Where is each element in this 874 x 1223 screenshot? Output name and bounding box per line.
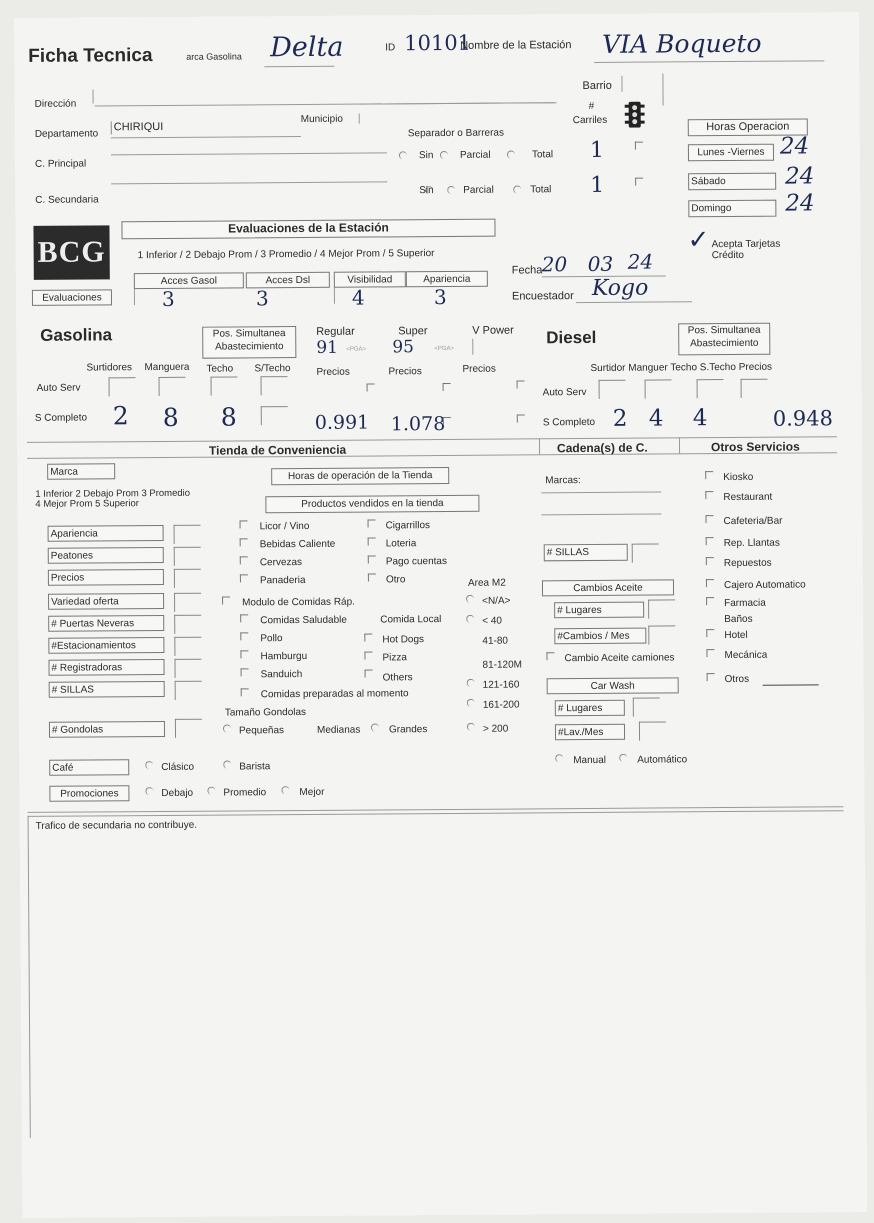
form-page: Ficha Tecnica arca Gasolina Delta ID 10101 Nombre de la Estación VIA Boqueto Barrio Dirección Departamento CHIRIQUI Municipio C. Principal C. Secundaria Separador o Barreras Sin Parcial Total 1 Sin Parcial Total 1 # Carriles Horas Operacion Lunes -Viernes 24 Sábado 24 Domingo 24 BCG Evaluaciones de la Estación 1 Inferior / 2 Debajo Prom / 3 Promedio / 4 Mejor Prom / 5 Superior Evaluaciones Acces Gasol 3 Acces Dsl 3 Visibilidad 4 Apariencia 3 ✓ Acepta Tarjetas Crédito Fecha 20 03 24 Encuestador Kogo Gasolina Pos. Simultanea Abastecimiento Regular Super V Power 91 <PGA> 95 <PGA> Surtidores Manguera Techo S/Techo Precios Precios Precios Auto Serv S Completo 2 8 8 0.991 1.078 Diesel Pos. Simultanea Abastecimiento Surtidor Manguer Techo S.Techo Precios Auto Serv S Completo 2 4 4 0.948 Tienda de Conveniencia Cadena(s) de C. Otros Servicios Marca Horas de operación de la Tienda 1 Inferior 2 Debajo Prom 3 Promedio 4 Mejor Prom 5 Superior Productos vendidos en la tienda Apariencia Peatones Precios Variedad oferta # Puertas Neveras #Estacionamientos # Registradoras # SILLAS # Gondolas Licor / Vino Bebidas Caliente Cervezas Panaderia Cigarrillos Loteria Pago cuentas Otro Modulo de Comidas Ráp. Comidas Saludable Comida Local Pollo Hamburgu Sanduich Hot Dogs Pizza Others Comidas preparadas al momento Area M2 <N/A> < 40 41-80 81-120M 121-160 161-200 > 200 Tamaño Gondolas Pequeñas Medianas Grandes Café Clásico Barista Promociones Debajo Promedio Mejor Marcas: # SILLAS Cambios Aceite # Lugares #Cambios / Mes Cambio Aceite camiones Car Wash # Lugares #Lav./Mes Manual Automático Kiosko Restaurant Cafeteria/Bar Rep. Llantas Repuestos Cajero Automatico Farmacia Baños Hotel Mecánica Otros Trafico de secundaria no contribuye. <box>14 12 867 1218</box>
promedio-option: Promedio <box>223 787 267 799</box>
otros-label: Otros <box>724 673 750 686</box>
hot-dogs-label: Hot Dogs <box>382 634 425 646</box>
gondolas-label: # Gondolas <box>49 721 165 738</box>
station-name-value[interactable]: VIA Boqueto <box>602 28 762 59</box>
regular-octane[interactable]: 91 <box>316 337 339 358</box>
diesel-sc-surtidor[interactable]: 2 <box>612 405 628 432</box>
carriles-number-label: # <box>588 100 595 112</box>
area-121-160-option: 121-160 <box>482 679 520 691</box>
gas-auto-serv-label: Auto Serv <box>36 382 81 394</box>
price-regular[interactable]: 0.991 <box>314 411 370 434</box>
cafeteria-bar-label: Cafeteria/Bar <box>723 515 783 528</box>
departamento-value[interactable]: CHIRIQUI <box>111 121 164 134</box>
tamano-gondolas-label: Tamaño Gondolas <box>224 706 307 719</box>
manual-option: Manual <box>573 754 607 767</box>
diesel-sc-manguer[interactable]: 4 <box>648 405 664 432</box>
area-161-200-option: 161-200 <box>482 699 520 711</box>
cambios-aceite-label: Cambios Aceite <box>542 579 674 596</box>
banos-label: Baños <box>724 613 753 626</box>
traffic-light-icon <box>625 102 645 128</box>
separator-row2-value[interactable]: 1 <box>590 172 605 198</box>
registradoras-label: # Registradoras <box>48 659 164 676</box>
diesel-title: Diesel <box>546 327 597 348</box>
cadena-title: Cadena(s) de C. <box>556 440 648 456</box>
hotel-label: Hotel <box>724 629 748 642</box>
acepta-tarjetas-check[interactable]: ✓ <box>687 225 710 256</box>
area-lt40-option: < 40 <box>482 615 503 627</box>
licor-vino-label: Licor / Vino <box>259 520 310 533</box>
area-81-120-option: 81-120M <box>482 659 523 671</box>
sabado-label: Sábado <box>688 173 776 191</box>
modulo-comidas-label: Modulo de Comidas Ráp. <box>242 596 355 609</box>
tienda-marca-label: Marca <box>47 463 115 479</box>
pizza-label: Pizza <box>382 652 407 664</box>
lugares-aceite-label: # Lugares <box>554 602 644 619</box>
tienda-scale-line2: 4 Mejor Prom 5 Superior <box>35 498 139 510</box>
estacionamientos-label: #Estacionamientos <box>48 637 164 654</box>
puertas-neveras-label: # Puertas Neveras <box>48 615 164 632</box>
comidas-saludable-label: Comidas Saludable <box>260 614 347 627</box>
regular-octane-tag: <PGA> <box>346 346 367 353</box>
price-super[interactable]: 1.078 <box>390 412 446 436</box>
techo-label: Techo <box>206 363 234 375</box>
comidas-preparadas-label: Comidas preparadas al momento <box>260 688 409 701</box>
car-wash-label: Car Wash <box>547 677 679 694</box>
peatones-label: Peatones <box>48 547 164 564</box>
barrio-label: Barrio <box>582 79 612 93</box>
vpower-label: V Power <box>472 324 514 337</box>
cambios-mes-label: #Cambios / Mes <box>554 628 646 645</box>
cajero-automatico-label: Cajero Automatico <box>723 579 806 592</box>
sanduich-label: Sanduich <box>260 669 303 681</box>
super-label: Super <box>398 325 428 338</box>
precios-tienda-label: Precios <box>48 569 164 586</box>
gasolina-title: Gasolina <box>40 325 113 345</box>
pequenas-option: Pequeñas <box>238 725 285 737</box>
clasico-option: Clásico <box>161 761 195 773</box>
diesel-pos-simultanea <box>678 323 770 356</box>
id-label: ID <box>385 42 396 54</box>
precios-super-label: Precios <box>388 366 422 378</box>
horas-operacion-header: Horas Operacion <box>688 118 808 136</box>
id-value[interactable]: 10101 <box>404 30 472 56</box>
cervezas-label: Cervezas <box>259 557 303 569</box>
fecha-month[interactable]: 03 <box>587 251 614 277</box>
separador-label: Separador o Barreras <box>407 127 505 140</box>
promociones-label: Promociones <box>49 785 129 802</box>
super-octane[interactable]: 95 <box>392 337 415 358</box>
diesel-pos-sim-line2: Abastecimiento <box>690 337 759 350</box>
comida-local-label: Comida Local <box>380 614 442 626</box>
gasolina-pos-sim-line2: Abastecimiento <box>215 341 284 353</box>
automatico-option: Automático <box>637 754 688 766</box>
lunes-viernes-label: Lunes -Viernes <box>688 144 774 162</box>
loteria-label: Loteria <box>385 538 417 550</box>
otros-servicios-title: Otros Servicios <box>710 439 800 455</box>
fecha-day[interactable]: 20 <box>541 252 568 277</box>
regular-label: Regular <box>316 325 355 338</box>
lunes-viernes-value[interactable]: 24 <box>779 133 810 160</box>
fecha-year[interactable]: 24 <box>627 249 654 274</box>
diesel-price[interactable]: 0.948 <box>772 406 834 431</box>
sillas-tienda-label: # SILLAS <box>49 681 165 698</box>
bcg-logo: BCG <box>33 225 109 280</box>
farmacia-label: Farmacia <box>724 597 766 610</box>
s-techo-label: S/Techo <box>254 363 291 375</box>
direccion-label: Dirección <box>34 98 77 110</box>
diesel-auto-serv-label: Auto Serv <box>542 387 587 399</box>
productos-vendidos-label: Productos vendidos en la tienda <box>265 495 479 513</box>
area-gt200-option: > 200 <box>482 723 509 735</box>
area-na-option: <N/A> <box>482 595 511 607</box>
form-title: Ficha Tecnica <box>28 45 153 67</box>
mejor-option: Mejor <box>299 786 325 799</box>
diesel-pos-sim-line1: Pos. Simultanea <box>687 324 761 337</box>
c-secundaria-label: C. Secundaria <box>35 194 99 206</box>
sillas-cadena-label: # SILLAS <box>544 544 628 562</box>
lugares-carwash-label: # Lugares <box>555 700 625 716</box>
apariencia-value[interactable]: 3 <box>433 284 447 310</box>
comments-text[interactable]: Trafico de secundaria no contribuye. <box>35 819 198 832</box>
barista-option: Barista <box>239 761 271 773</box>
diesel-sc-techo[interactable]: 4 <box>692 405 708 432</box>
pollo-label: Pollo <box>260 633 283 645</box>
otro-producto-label: Otro <box>385 574 406 586</box>
gasolina-pos-sim-line1: Pos. Simultanea <box>212 328 286 340</box>
others-label: Others <box>382 672 413 684</box>
restaurant-label: Restaurant <box>723 491 773 504</box>
pago-cuentas-label: Pago cuentas <box>385 555 448 568</box>
tienda-horas-label: Horas de operación de la Tienda <box>271 467 449 485</box>
sabado-value[interactable]: 24 <box>785 163 815 190</box>
precios-vpower-label: Precios <box>462 363 496 375</box>
marca-gasolina-value[interactable]: Delta <box>270 31 344 64</box>
lav-mes-label: #Lav./Mes <box>555 724 625 740</box>
aceite-camiones-label: Cambio Aceite camiones <box>564 652 675 665</box>
gas-s-completo-label: S Completo <box>34 412 88 424</box>
encuestador-label: Encuestador <box>511 290 574 303</box>
grandes-option: Grandes <box>388 724 428 736</box>
gasolina-pos-simultanea <box>202 326 296 359</box>
area-m2-label: Area M2 <box>467 577 506 589</box>
acepta-tarjetas-label: Acepta Tarjetas <box>711 238 781 251</box>
gas-sc-mangueras[interactable]: 8 <box>162 402 179 432</box>
kiosko-label: Kiosko <box>723 471 754 484</box>
hamburgu-label: Hamburgu <box>260 650 308 663</box>
c-principal-label: C. Principal <box>34 158 87 170</box>
diesel-s-completo-label: S Completo <box>542 416 596 429</box>
separator-row1-value[interactable]: 1 <box>589 137 605 163</box>
municipio-label: Municipio <box>300 113 344 126</box>
gas-sc-surtidores[interactable]: 2 <box>112 401 129 431</box>
acces-gasol-label: Acces Gasol <box>134 272 244 289</box>
marcas-label: Marcas: <box>545 475 581 487</box>
panaderia-label: Panaderia <box>259 574 306 587</box>
tienda-title: Tienda de Conveniencia <box>208 442 347 458</box>
gas-sc-techo[interactable]: 8 <box>220 402 237 432</box>
acces-gasol-value[interactable]: 3 <box>161 286 175 311</box>
departamento-label: Departamento <box>34 128 99 140</box>
credito-label: Crédito <box>711 249 744 262</box>
precios-regular-label: Precios <box>316 366 350 378</box>
acces-dsl-value[interactable]: 3 <box>255 286 269 311</box>
debajo-option: Debajo <box>161 787 194 799</box>
marca-gasolina-label: arca Gasolina <box>186 51 242 62</box>
carriles-label: Carriles <box>572 114 608 127</box>
rep-llantas-label: Rep. Llantas <box>723 537 780 550</box>
apariencia-tienda-label: Apariencia <box>48 525 164 542</box>
evaluaciones-scale: 1 Inferior / 2 Debajo Prom / 3 Promedio / 4 Mejor Prom / 5 Superior <box>137 248 435 262</box>
domingo-value[interactable]: 24 <box>785 190 815 217</box>
apariencia-label: Apariencia <box>406 271 488 288</box>
bebidas-caliente-label: Bebidas Caliente <box>259 538 336 551</box>
surtidores-label: Surtidores <box>86 362 133 374</box>
variedad-oferta-label: Variedad oferta <box>48 593 164 610</box>
visibilidad-value[interactable]: 4 <box>351 285 365 310</box>
super-octane-tag: <PGA> <box>434 345 455 353</box>
station-name-label: Nombre de la Estación <box>460 39 572 52</box>
acces-dsl-label: Acces Dsl <box>246 272 330 289</box>
mecanica-label: Mecánica <box>724 649 768 662</box>
mangueras-label: Manguera <box>144 361 190 374</box>
tienda-scale-line1: 1 Inferior 2 Debajo Prom 3 Promedio <box>35 487 191 500</box>
fecha-label: Fecha <box>511 264 543 277</box>
encuestador-value[interactable]: Kogo <box>591 275 649 301</box>
diesel-columns-label: Surtidor Manguer Techo S.Techo Precios <box>590 361 773 374</box>
cafe-label: Café <box>49 759 129 776</box>
area-41-80-option: 41-80 <box>482 635 508 647</box>
evaluaciones-label: Evaluaciones <box>32 289 112 306</box>
domingo-label: Domingo <box>688 200 776 218</box>
medianas-option: Medianas <box>316 724 361 736</box>
visibilidad-label: Visibilidad <box>334 271 406 288</box>
repuestos-label: Repuestos <box>723 557 772 570</box>
evaluaciones-title: Evaluaciones de la Estación <box>121 219 495 240</box>
cigarrillos-label: Cigarrillos <box>385 520 431 532</box>
